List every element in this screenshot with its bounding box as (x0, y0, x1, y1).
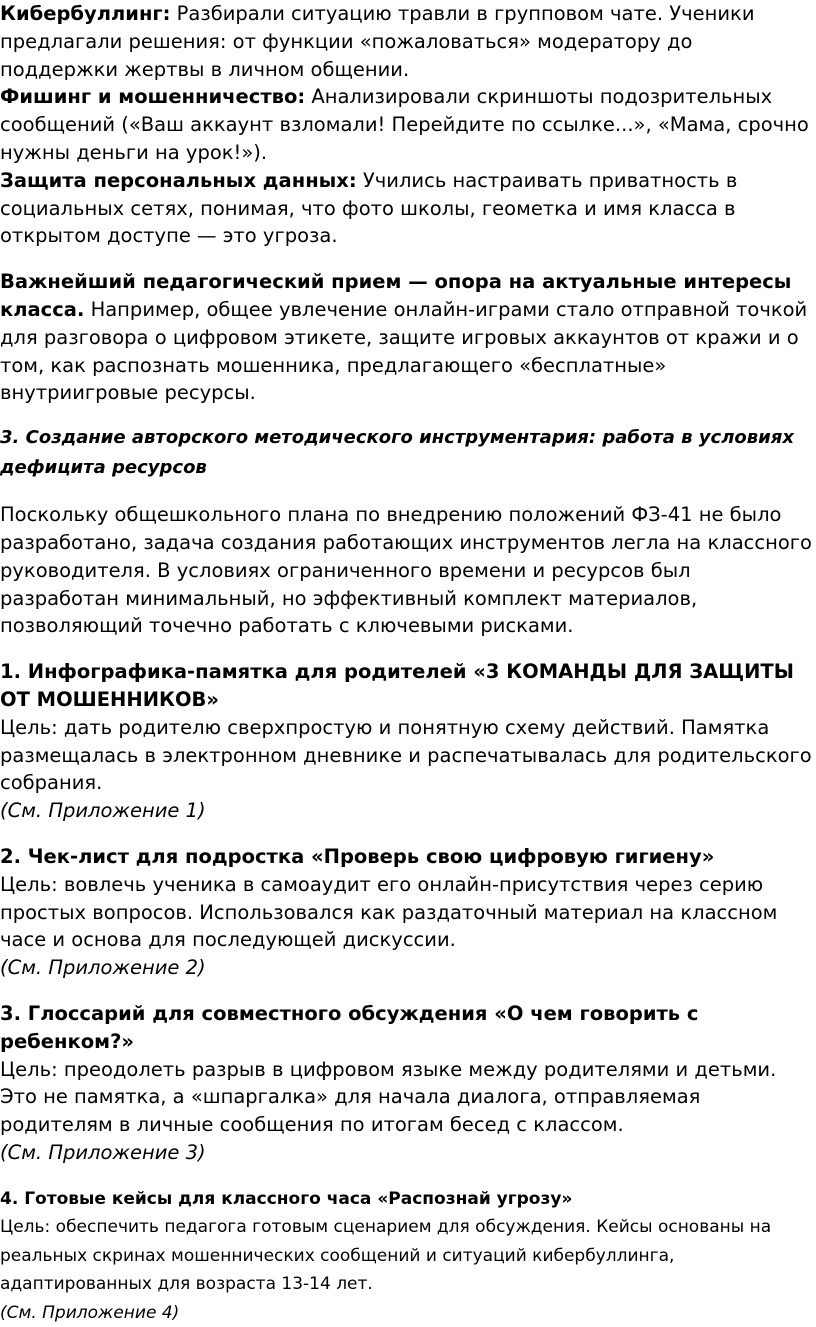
topic-label: Кибербуллинг: (0, 2, 171, 25)
tool-title: 3. Глоссарий для совместного обсуждения «О чем говорить с ребенком?» (0, 1001, 699, 1053)
pedagogy-bold: Важнейший педагогический прием — опора на актуальные интересы класса. (0, 270, 792, 321)
section-heading: 3. Создание авторского методического инструментария: работа в условиях дефицита ресурсов (0, 427, 794, 479)
tool-goal: Цель: преодолеть разрыв в цифровом языке между родителями и детьми. Это не памятка, а «шпаргалка» для начала диалога, отправляемая родителям в личные сообщения по итогам бесед с классом. (0, 1057, 777, 1137)
appendix-ref: (См. Приложение 1) (0, 799, 206, 823)
appendix-ref: (См. Приложение 2) (0, 956, 206, 980)
topic-personal-data (0, 167, 812, 250)
tool-title: 2. Чек-лист для подростка «Проверь свою цифровую гигиену» (0, 844, 715, 868)
tool-goal: Цель: обеспечить педагога готовым сценарием для обсуждения. Кейсы основаны на реальных скринах мошеннических сообщений и ситуаций кибербуллинга, адаптированных для возраста 13-14 лет. (0, 1217, 772, 1295)
appendix-ref: (См. Приложение 4) (0, 1302, 180, 1323)
topic-text: Учились настраивать приватность в социальных сетях, понимая, что фото школы, геометка и имя класса в открытом доступе — это угроза. (0, 168, 738, 248)
tool-item-3 (0, 1000, 812, 1167)
appendix-ref: (См. Приложение 3) (0, 1140, 206, 1164)
tool-ref (0, 797, 812, 825)
tool-title: 4. Готовые кейсы для классного часа «Распознай угрозу» (0, 1188, 573, 1209)
tool-item-2 (0, 843, 812, 982)
tool-goal: Цель: вовлечь ученика в самоаудит его онлайн-присутствия через серию простых вопросов. Использовался как раздаточный материал на классном часе и основа для последующей дискуссии. (0, 872, 778, 952)
topic-text: Анализировали скриншоты подозрительных сообщений («Ваш аккаунт взломали! Перейдите по ссылке...», «Мама, срочно нужны деньги на урок!»). (0, 85, 809, 164)
tool-item-4 (0, 1185, 812, 1327)
tool-goal: Цель: дать родителю сверхпростую и понятную схему действий. Памятка размещалась в электронном дневнике и распечатывалась для родительского собрания. (0, 715, 812, 795)
tool-ref (0, 1299, 812, 1327)
pedagogy-text: Например, общее увлечение онлайн-играми стало отправной точкой для разговора о цифровом этикете, защите игровых аккаунтов от кражи и о том, как распознать мошенника, предлагающего «бесплатные» внутриигровые ресурсы. (0, 297, 808, 405)
topic-text: Разбирали ситуацию травли в групповом чате. Ученики предлагали решения: от функции «пожаловаться» модератору до поддержки жертвы в личном общении. (0, 2, 755, 81)
topic-phishing (0, 83, 812, 166)
topics-list (0, 0, 812, 250)
tool-ref (0, 1139, 812, 1167)
topic-cyberbullying (0, 0, 812, 83)
tool-title: 1. Инфографика-памятка для родителей «3 КОМАНДЫ ДЛЯ ЗАЩИТЫ ОТ МОШЕННИКОВ» (0, 660, 794, 711)
tool-ref (0, 954, 812, 982)
pedagogy-paragraph (0, 268, 812, 407)
topic-label: Фишинг и мошенничество: (0, 85, 306, 109)
topic-label: Защита персональных данных: (0, 168, 357, 192)
section-intro: Поскольку общешкольного плана по внедрению положений ФЗ-41 не было разработано, задача создания работающих инструментов легла на классного руководителя. В условиях ограниченного времени и ресурсов был разработан минимальный, но эффективный комплект материалов, позволяющий точечно работать с ключевыми рисками. (0, 503, 812, 638)
tool-item-1 (0, 658, 812, 825)
